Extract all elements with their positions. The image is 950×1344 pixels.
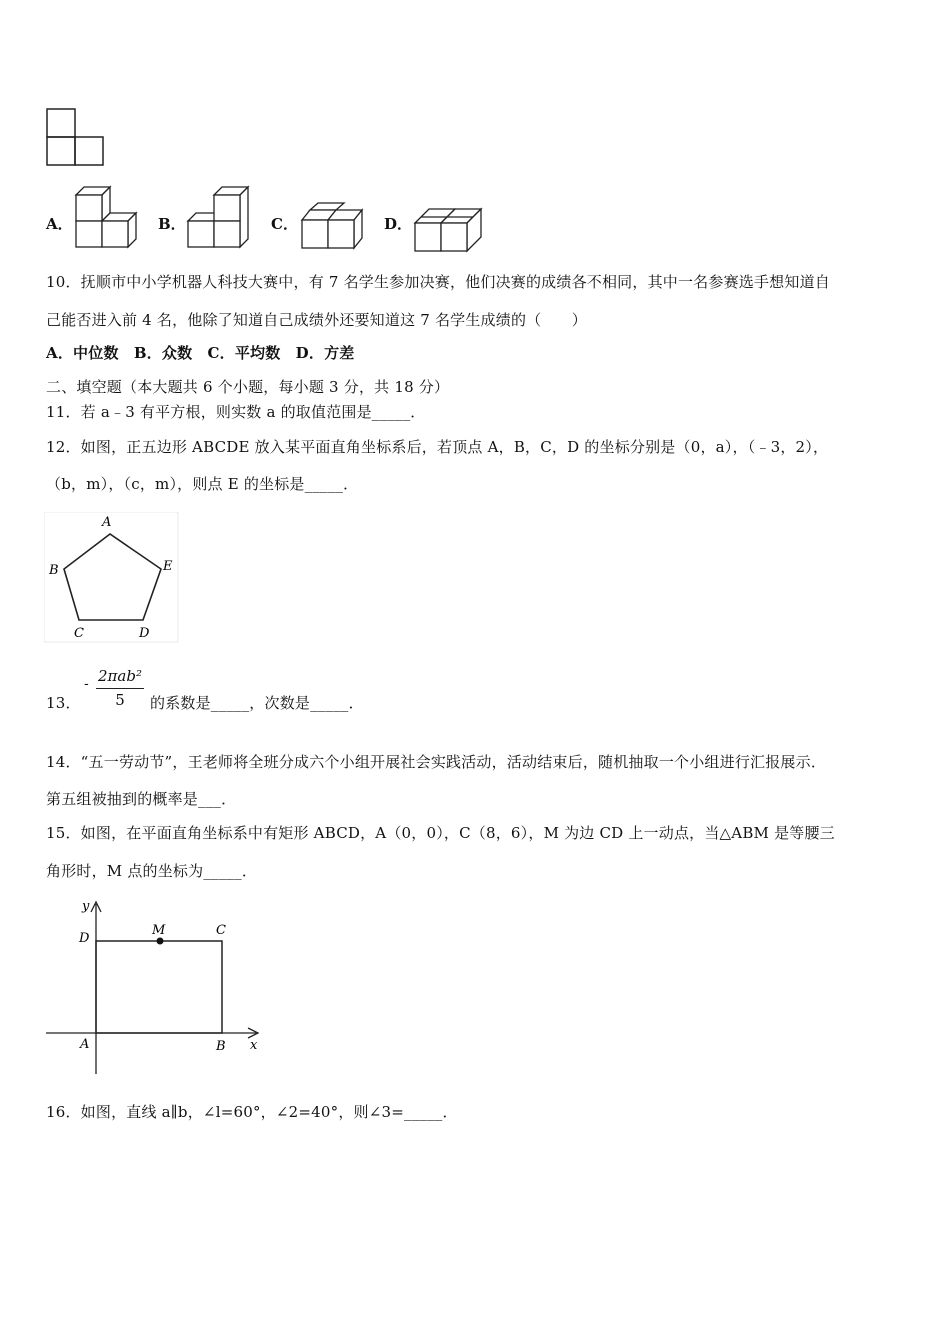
q10-options: A．中位数 B．众数 C．平均数 D．方差 (46, 344, 355, 362)
label-c: C (216, 923, 226, 938)
q12-line-1: 12．如图，正五边形 ABCDE 放入某平面直角坐标系后，若顶点 A，B，C，D 的坐标分别是（0，a），（﹣3，2）， (46, 438, 829, 456)
option-c-figure (298, 200, 368, 254)
option-b-label: B． (158, 215, 186, 233)
q13-fraction (92, 666, 148, 711)
q15-line-1: 15．如图，在平面直角坐标系中有矩形 ABCD，A（0，0），C（8，6），M 为边 CD 上一动点，当△ABM 是等腰三 (46, 824, 835, 842)
q10-line-2: 己能否进入前 4 名，他除了知道自己成绩外还要知道这 7 名学生成绩的（ ） (46, 311, 587, 329)
section-heading: 二、填空题（本大题共 6 个小题，每小题 3 分，共 18 分） (46, 378, 450, 396)
q13-numerator: 2πab² (98, 667, 142, 685)
option-d-label: D． (384, 215, 413, 233)
label-d: D (79, 931, 90, 946)
pentagon-label-c: C (74, 626, 84, 641)
option-a-figure (72, 183, 144, 253)
rectangle-abcd (96, 941, 222, 1033)
option-a-label: A． (46, 215, 73, 233)
option-d-figure (411, 203, 491, 255)
pentagon-label-d: D (139, 626, 150, 641)
rectangle-figure (42, 896, 266, 1078)
q13-suffix: 的系数是_____，次数是_____． (150, 694, 364, 712)
q15-line-2: 角形时，M 点的坐标为_____． (46, 862, 258, 880)
q14-line-1: 14．“五一劳动节”，王老师将全班分成六个小组开展社会实践活动，活动结束后，随机抽取一个小组进行汇报展示． (46, 753, 827, 771)
q14-line-2: 第五组被抽到的概率是___． (46, 790, 237, 808)
axis-label-y: y (82, 899, 90, 914)
pentagon-label-b: B (49, 563, 59, 578)
q12-line-2: （b，m），（c，m），则点 E 的坐标是_____． (46, 475, 359, 493)
label-a: A (80, 1037, 90, 1052)
axis-label-x: x (250, 1038, 258, 1053)
point-m (157, 938, 164, 945)
option-c-label: C． (271, 215, 298, 233)
q11-text: 11．若 a﹣3 有平方根，则实数 a 的取值范围是_____． (46, 403, 426, 421)
pentagon-figure (44, 512, 180, 644)
q13-minus: - (84, 676, 89, 692)
q10-line-1: 10．抚顺市中小学机器人科技大赛中，有 7 名学生参加决赛，他们决赛的成绩各不相同，其中一名参赛选手想知道自 (46, 273, 830, 291)
label-b: B (216, 1039, 226, 1054)
pentagon-label-e: E (163, 559, 173, 574)
top-view-figure (44, 106, 106, 168)
label-m: M (152, 923, 166, 938)
q16-text: 16．如图，直线 a∥b，∠l=60°，∠2=40°，则∠3=_____． (46, 1103, 458, 1121)
option-b-figure (184, 183, 258, 253)
pentagon-label-a: A (102, 515, 112, 530)
q13-prefix: 13． (46, 694, 81, 712)
q13-denominator: 5 (115, 691, 125, 709)
